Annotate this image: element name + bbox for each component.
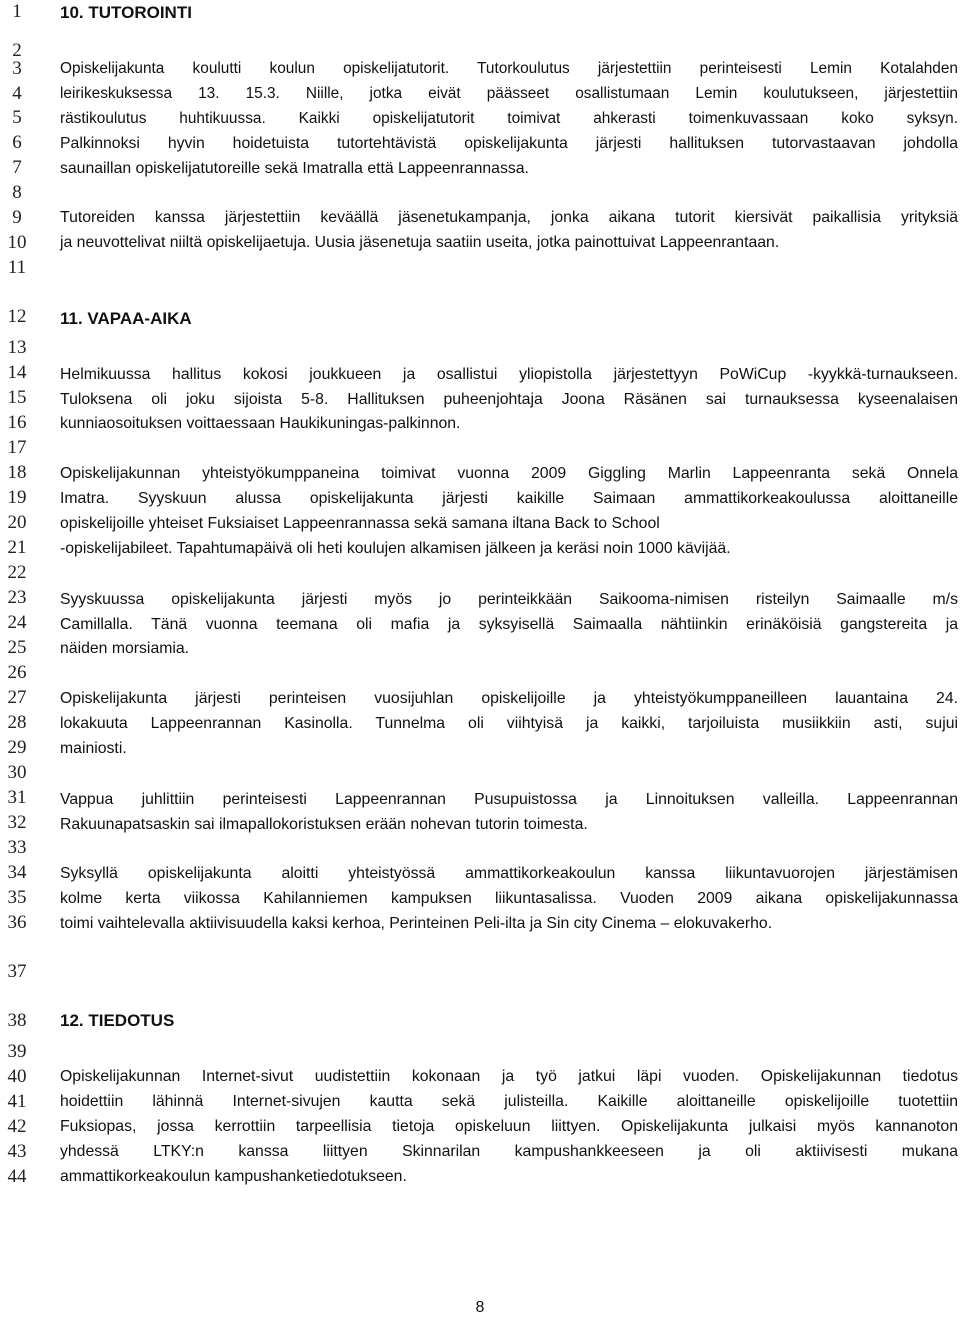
section-heading: 11. VAPAA-AIKA <box>60 309 192 328</box>
line-number: 43 <box>7 1141 27 1162</box>
paragraph-line: Opiskelijakunnan yhteistyökumppaneina toimivat vuonna 2009 Giggling Marlin Lappeenranta sekä Onnela <box>60 465 958 482</box>
line-number: 18 <box>7 462 27 483</box>
line-number: 13 <box>7 337 27 358</box>
line-number: 37 <box>7 961 27 982</box>
line-number: 17 <box>7 437 27 458</box>
line-number: 31 <box>7 787 27 808</box>
paragraph-line: hoidettiin lähinnä Internet-sivujen kautta sekä julisteilla. Kaikille aloittaneille opiskelijoille tuotettiin <box>60 1093 958 1110</box>
line-number: 16 <box>7 412 27 433</box>
paragraph-line: Tuloksena oli joku sijoista 5-8. Hallituksen puheenjohtaja Joona Räsänen sai turnauksessa kyseenalaisen <box>60 391 958 408</box>
line-number: 25 <box>7 637 27 658</box>
line-number: 44 <box>7 1166 27 1187</box>
line-number: 14 <box>7 362 27 383</box>
paragraph-line: Opiskelijakunnan Internet-sivut uudistettiin kokonaan ja työ jatkui läpi vuoden. Opiskelijakunnan tiedotus <box>60 1068 958 1085</box>
paragraph-line: mainiosti. <box>60 740 127 757</box>
line-number: 20 <box>7 512 27 533</box>
paragraph-line: Vappua juhlittiin perinteisesti Lappeenrannan Pusupuistossa ja Linnoituksen valleilla. Lappeenrannan <box>60 791 958 808</box>
line-number: 2 <box>12 40 22 61</box>
line-number: 10 <box>7 232 27 253</box>
paragraph-line: Rakuunapatsaskin sai ilmapallokoristuksen erään nohevan tutorin toimesta. <box>60 816 588 833</box>
section-heading: 10. TUTOROINTI <box>60 3 192 22</box>
paragraph-line: Syksyllä opiskelijakunta aloitti yhteistyössä ammattikorkeakoulun kanssa liikuntavuorojen järjestämisen <box>60 865 958 882</box>
line-number: 41 <box>7 1091 27 1112</box>
line-number: 5 <box>12 107 22 128</box>
line-number: 30 <box>7 762 27 783</box>
line-number: 4 <box>12 83 22 104</box>
line-number: 11 <box>7 257 27 278</box>
line-number: 33 <box>7 837 27 858</box>
paragraph-line: saunaillan opiskelijatutoreille sekä Imatralla että Lappeenrannassa. <box>60 160 529 177</box>
paragraph-line: Helmikuussa hallitus kokosi joukkueen ja osallistui yliopistolla järjestettyyn PoWiCup -kyykkä-turnaukseen. <box>60 366 958 383</box>
paragraph-line: näiden morsiamia. <box>60 640 190 657</box>
line-number: 15 <box>7 387 27 408</box>
line-number: 7 <box>12 157 22 178</box>
line-number: 27 <box>7 687 27 708</box>
line-number: 24 <box>7 612 27 633</box>
line-number: 28 <box>7 712 27 733</box>
line-number: 29 <box>7 737 27 758</box>
line-number: 34 <box>7 862 27 883</box>
paragraph-line: kunniaosoituksen voittaessaan Haukikuningas-palkinnon. <box>60 415 461 432</box>
paragraph-line: rästikoulutus huhtikuussa. Kaikki opiskelijatutorit toimivat ahkerasti toimenkuvassaan koko syksyn. <box>60 110 958 127</box>
line-number: 39 <box>7 1041 27 1062</box>
line-number: 32 <box>7 812 27 833</box>
line-number: 12 <box>7 306 27 327</box>
line-number: 26 <box>7 662 27 683</box>
paragraph-line: Opiskelijakunta koulutti koulun opiskelijatutorit. Tutorkoulutus järjestettiin perinteisesti Lemin Kotalahden <box>60 60 958 77</box>
line-number: 19 <box>7 487 27 508</box>
paragraph-line: ammattikorkeakoulun kampushanketiedotukseen. <box>60 1168 407 1185</box>
paragraph-line: yhdessä LTKY:n kanssa liittyen Skinnarilan kampushankkeeseen ja oli aktiivisesti mukana <box>60 1143 958 1160</box>
paragraph-line: ja neuvottelivat niiltä opiskelijaetuja. Uusia jäsenetuja saatiin useita, jotka painottuivat Lappeenrantaan. <box>60 234 780 251</box>
line-number: 36 <box>7 912 27 933</box>
line-number: 1 <box>12 1 22 22</box>
line-number: 3 <box>12 58 22 79</box>
line-number: 22 <box>7 562 27 583</box>
paragraph-line: Palkinnoksi hyvin hoidetuista tutortehtävistä opiskelijakunta järjesti hallituksen tutorvastaavan johdolla <box>60 135 958 152</box>
paragraph-line: -opiskelijabileet. Tapahtumapäivä oli heti koulujen alkamisen jälkeen ja keräsi noin 1000 kävijää. <box>60 540 731 557</box>
line-number: 21 <box>7 537 27 558</box>
line-number: 6 <box>12 132 22 153</box>
paragraph-line: Camillalla. Tänä vuonna teemana oli mafia ja syksyisellä Saimaalla nähtiinkin erinäköisiä gangstereita ja <box>60 616 958 633</box>
paragraph-line: Syyskuussa opiskelijakunta järjesti myös jo perinteikkään Saikooma-nimisen risteilyn Saimaalle m/s <box>60 591 958 608</box>
line-number: 40 <box>7 1066 27 1087</box>
paragraph-line: Opiskelijakunta järjesti perinteisen vuosijuhlan opiskelijoille ja yhteistyökumppaneilleen lauantaina 24. <box>60 690 958 707</box>
line-number: 8 <box>12 182 22 203</box>
paragraph-line: opiskelijoille yhteiset Fuksiaiset Lappeenrannassa sekä samana iltana Back to School <box>60 515 660 532</box>
section-heading: 12. TIEDOTUS <box>60 1011 175 1030</box>
paragraph-line: Tutoreiden kanssa järjestettiin keväällä jäsenetukampanja, jonka aikana tutorit kiersivät paikallisia yrityksiä <box>60 209 958 226</box>
line-number: 35 <box>7 887 27 908</box>
paragraph-line: leirikeskuksessa 13. 15.3. Niille, jotka eivät päässeet osallistumaan Lemin koulutukseen, järjestettiin <box>60 85 958 102</box>
paragraph-line: Fuksiopas, jossa kerrottiin tarpeellisia tietoja opiskeluun liittyen. Opiskelijakunta julkaisi myös kannanoton <box>60 1118 958 1135</box>
paragraph-line: lokakuuta Lappeenrannan Kasinolla. Tunnelma oli viihtyisä ja kaikki, tarjoiluista musiikkiin asti, sujui <box>60 715 958 732</box>
line-number: 38 <box>7 1010 27 1031</box>
paragraph-line: toimi vaihtelevalla aktiivisuudella kaksi kerhoa, Perinteinen Peli-ilta ja Sin city Cinema – elokuvakerho. <box>60 915 773 932</box>
page-number: 8 <box>475 1299 485 1316</box>
line-number: 23 <box>7 587 27 608</box>
paragraph-line: Imatra. Syyskuun alussa opiskelijakunta järjesti kaikille Saimaan ammattikorkeakoulussa aloittaneille <box>60 490 958 507</box>
line-number: 42 <box>7 1116 27 1137</box>
paragraph-line: kolme kerta viikossa Kahilanniemen kampuksen liikuntasalissa. Vuoden 2009 aikana opiskelijakunnassa <box>60 890 958 907</box>
line-number: 9 <box>12 207 22 228</box>
